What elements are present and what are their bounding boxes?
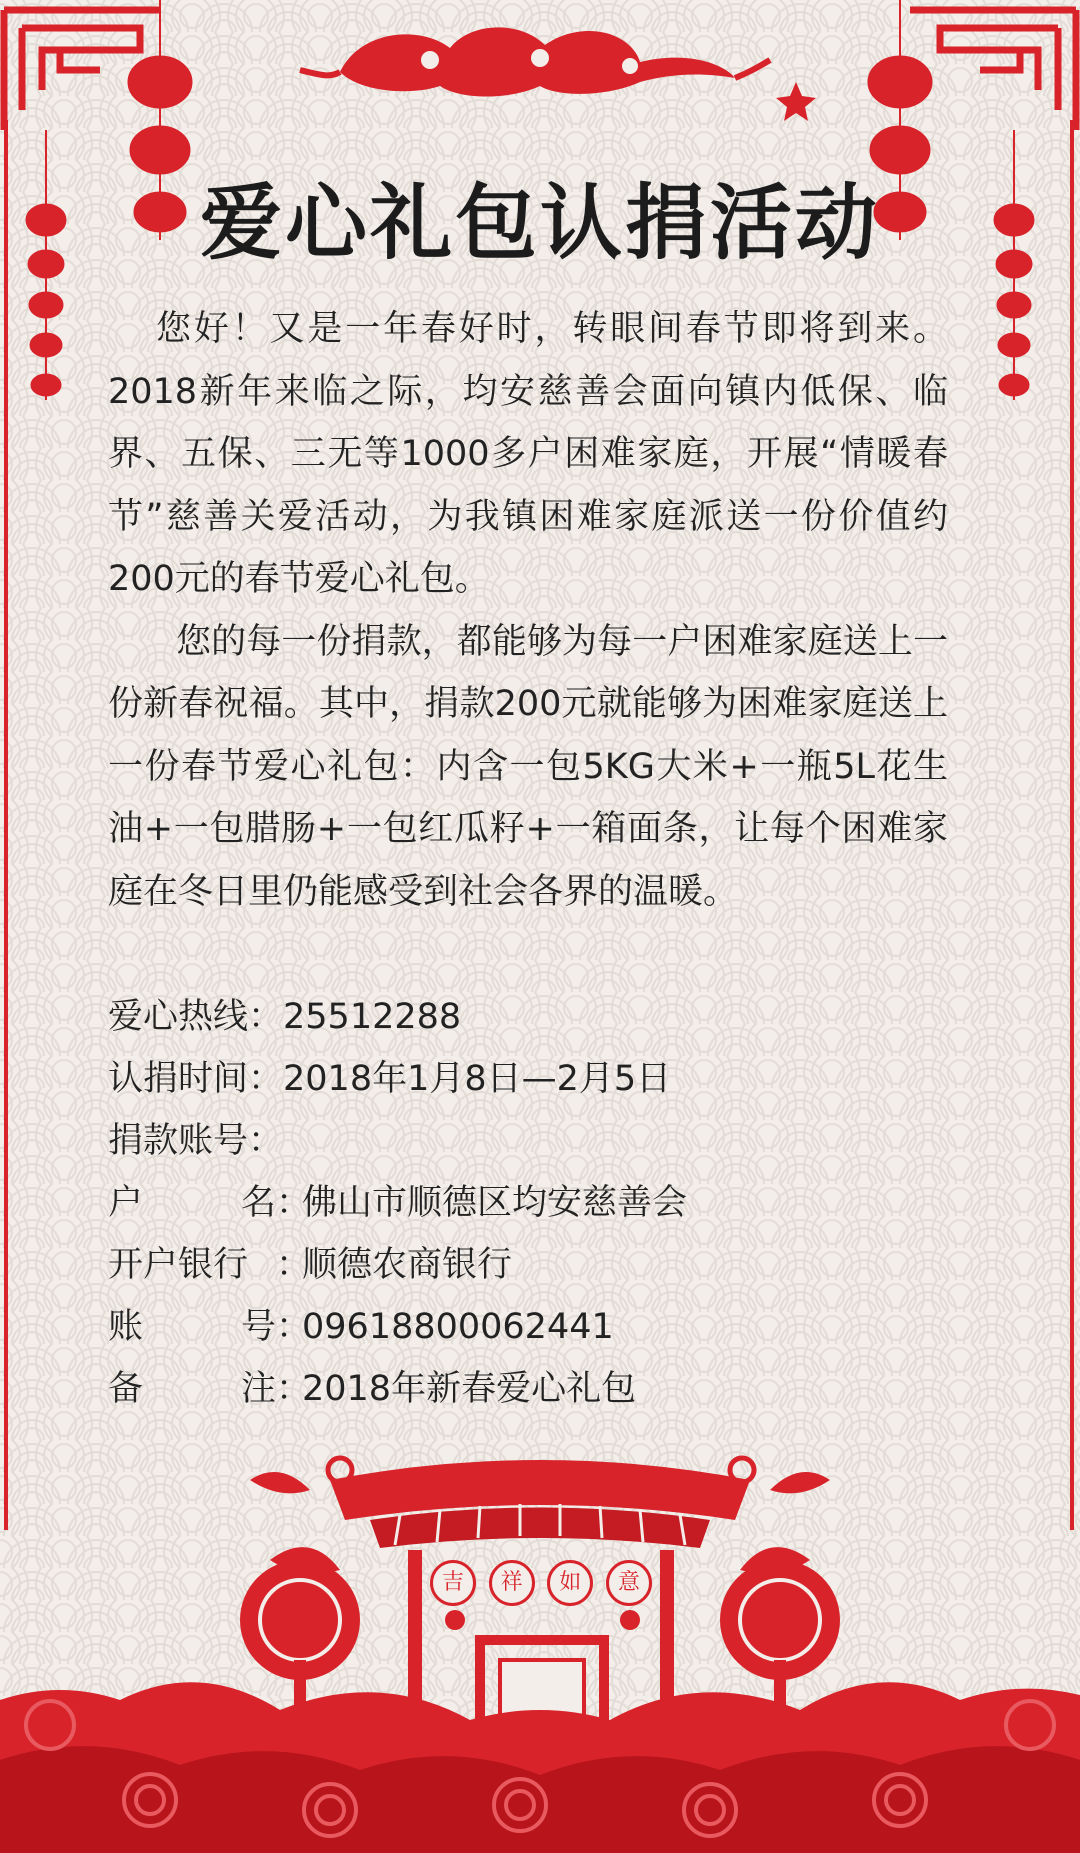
account-number-value: 09618800062441 <box>302 1307 614 1347</box>
label-char: 名 <box>240 1183 276 1223</box>
period-label: 认捐时间： <box>108 1059 284 1099</box>
label-char: 账 <box>108 1307 144 1347</box>
account-name-value: 佛山市顺德区均安慈善会 <box>302 1183 688 1223</box>
hotline-label: 爱心热线： <box>108 997 284 1037</box>
colon: ： <box>276 1307 312 1347</box>
hotline-value: 25512288 <box>283 997 462 1037</box>
account-name-row <box>108 1172 687 1234</box>
sign-char: 吉 <box>430 1560 476 1606</box>
bank-row <box>108 1234 687 1296</box>
account-heading-row <box>108 1110 687 1172</box>
account-heading: 捐款账号： <box>108 1121 284 1161</box>
sign-char: 意 <box>606 1560 652 1606</box>
remark-label <box>108 1358 276 1420</box>
account-number-label <box>108 1296 276 1358</box>
label-char: 备 <box>108 1369 144 1409</box>
period-value: 2018年1月8日—2月5日 <box>283 1059 672 1099</box>
period-row <box>108 1048 687 1110</box>
colon: ： <box>276 1369 312 1409</box>
account-number-row <box>108 1296 687 1358</box>
account-name-label <box>108 1172 276 1234</box>
colon: ： <box>276 1183 312 1223</box>
label-char: 号 <box>240 1307 276 1347</box>
colon: ： <box>276 1245 312 1285</box>
sign-char: 如 <box>547 1560 593 1606</box>
remark-value: 2018年新春爱心礼包 <box>302 1369 637 1409</box>
sign-char: 祥 <box>489 1560 535 1606</box>
label-char: 户 <box>108 1183 144 1223</box>
bank-value: 顺德农商银行 <box>302 1245 513 1285</box>
bank-label: 开户银行 <box>108 1245 249 1285</box>
paragraph-intro: 您好！又是一年春好时，转眼间春节即将到来。2018新年来临之际，均安慈善会面向镇内低保、临界、五保、三无等1000多户困难家庭，开展“情暖春节”慈善关爱活动，为我镇困难家庭派送一份价值约200元的春节爱心礼包。 <box>108 309 948 599</box>
intro-text <box>108 298 948 923</box>
hotline-row <box>108 986 687 1048</box>
remark-row <box>108 1358 687 1420</box>
page-title: 爱心礼包认捐活动 <box>199 176 880 271</box>
papercut-sign <box>430 1560 652 1606</box>
label-char: 注 <box>240 1369 276 1409</box>
paragraph-donation: 您的每一份捐款，都能够为每一户困难家庭送上一份新春祝福。其中，捐款200元就能够为困难家庭送上一份春节爱心礼包：内含一包5KG大米+一瓶5L花生油+一包腊肠+一包红瓜籽+一箱面条，让每个困难家庭在冬日里仍能感受到社会各界的温暖。 <box>108 621 948 912</box>
donation-info <box>108 986 687 1420</box>
